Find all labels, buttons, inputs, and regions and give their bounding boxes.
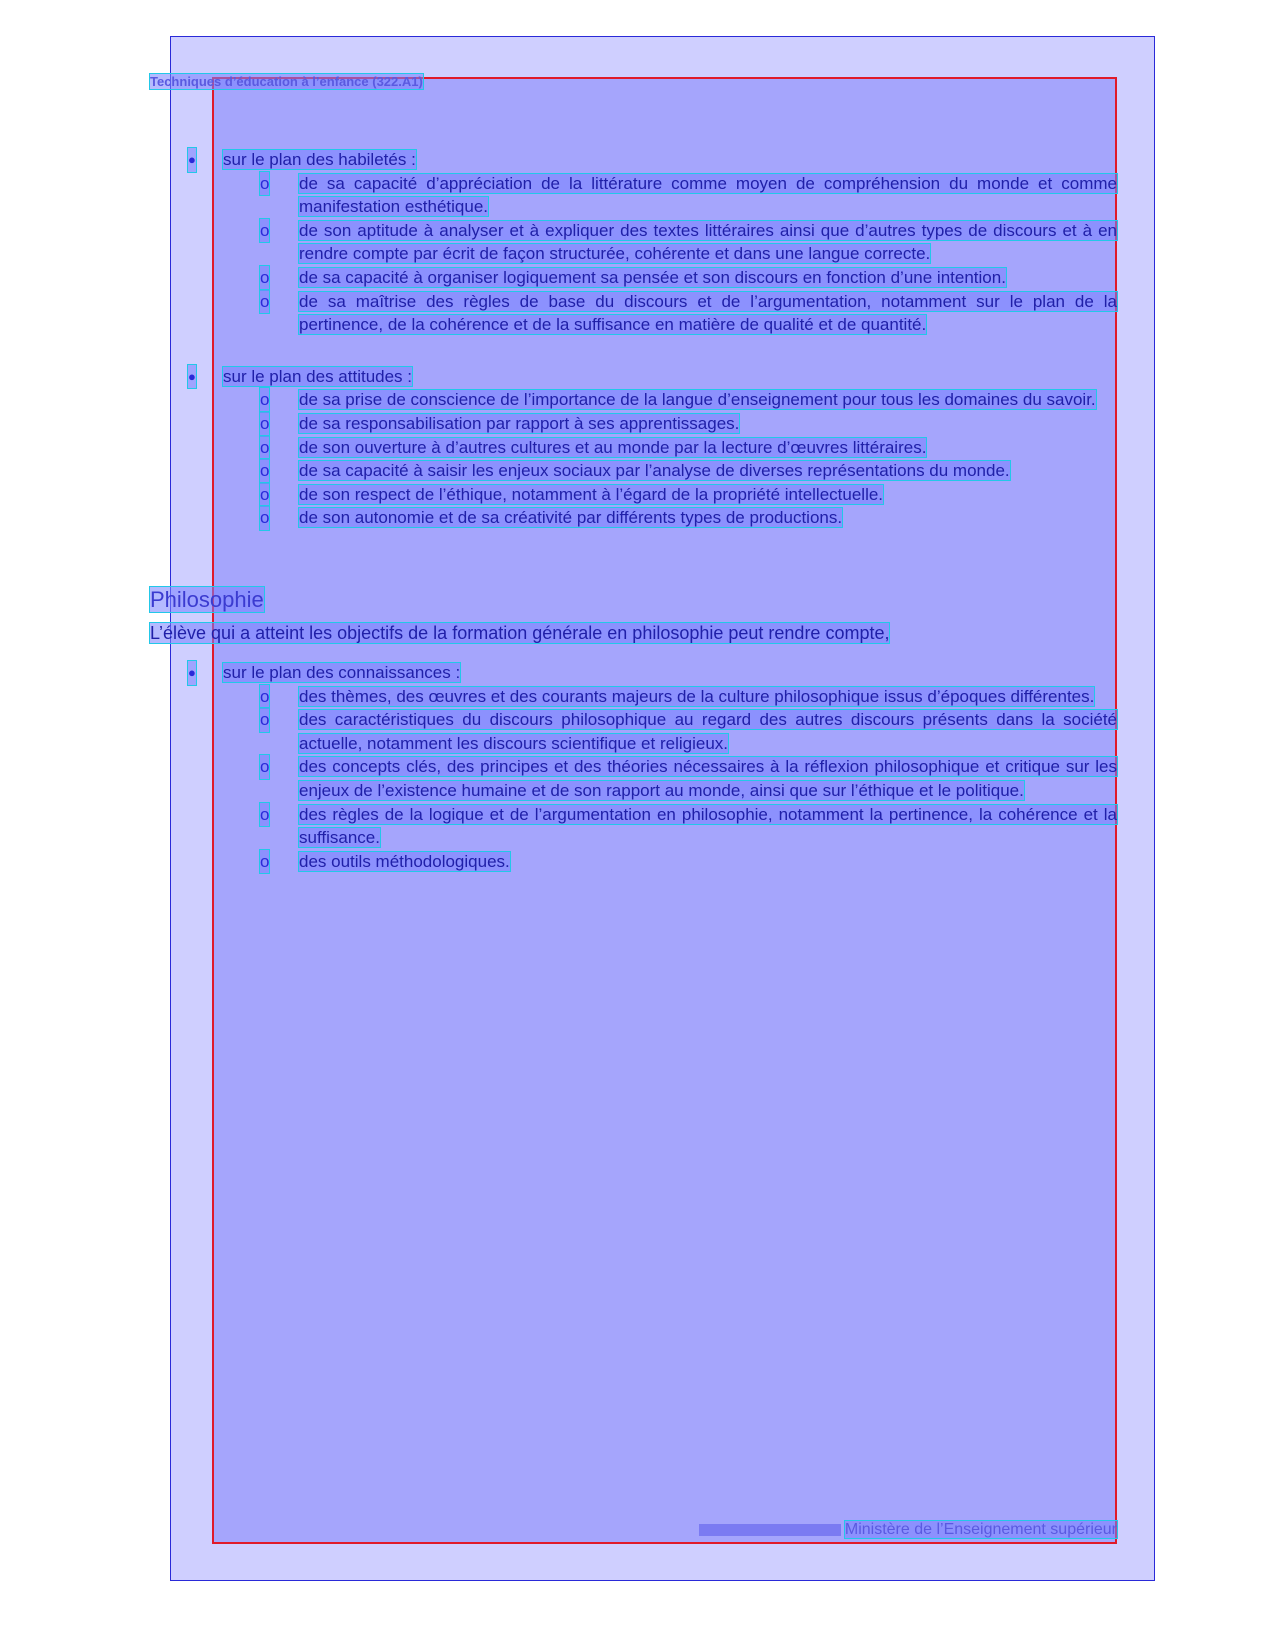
list-item-text: de sa capacité à organiser logiquement sa pensée et son discours en fonction d’une intention.: [299, 267, 1006, 287]
list-item: [150, 172, 1117, 219]
list-item-text: des règles de la logique et de l’argumentation en philosophie, notamment la pertinence, la cohérence et la suffisance.: [299, 804, 1117, 848]
footer-rule: [699, 1524, 841, 1536]
sub-bullet-icon: o: [260, 172, 269, 196]
section-label: sur le plan des habiletés :: [223, 150, 416, 169]
list-item: [150, 266, 1117, 290]
section-label: sur le plan des connaissances :: [223, 663, 461, 683]
bullet-icon: ●: [188, 365, 196, 389]
section-label: sur le plan des attitudes :: [223, 366, 413, 386]
list-item: [150, 412, 1117, 436]
list-item-text: de son autonomie et de sa créativité par différents types de productions.: [299, 508, 843, 528]
list-item-text: de sa capacité d’appréciation de la littérature comme moyen de compréhension du monde et comme manifestation esthétique.: [299, 173, 1117, 217]
sub-bullet-icon: o: [260, 266, 269, 290]
sub-bullet-icon: o: [260, 708, 269, 732]
list-item: [150, 459, 1117, 483]
list-item-text: de sa capacité à saisir les enjeux sociaux par l’analyse de diverses représentations du monde.: [299, 461, 1010, 481]
sub-bullet-icon: o: [260, 388, 269, 412]
habiletes-list: [150, 172, 1117, 337]
sub-bullet-icon: o: [260, 436, 269, 460]
connaissances-list: [150, 685, 1117, 874]
section-attitudes: [150, 365, 1117, 389]
sub-bullet-icon: o: [260, 803, 269, 827]
list-item: [150, 755, 1117, 802]
sub-bullet-icon: o: [260, 685, 269, 709]
sub-bullet-icon: o: [260, 850, 269, 874]
list-item-text: de sa prise de conscience de l’importance de la langue d’enseignement pour tous les domaines du savoir.: [299, 390, 1096, 410]
attitudes-list: [150, 388, 1117, 530]
sub-bullet-icon: o: [260, 755, 269, 779]
intro-text: L’élève qui a atteint les objectifs de la formation générale en philosophie peut rendre compte,: [150, 622, 890, 643]
sub-bullet-icon: o: [260, 483, 269, 507]
list-item-text: de sa responsabilisation par rapport à ses apprentissages.: [299, 413, 740, 433]
sub-bullet-icon: o: [260, 506, 269, 530]
section-heading: [150, 588, 1117, 612]
list-item: [150, 219, 1117, 266]
list-item: [150, 436, 1117, 460]
list-item: [150, 803, 1117, 850]
list-item: [150, 506, 1117, 530]
bullet-icon: ●: [188, 148, 196, 172]
list-item-text: de son respect de l’éthique, notamment à l’égard de la propriété intellectuelle.: [299, 484, 884, 504]
list-item-text: des outils méthodologiques.: [299, 851, 510, 871]
sub-bullet-icon: o: [260, 459, 269, 483]
section-connaissances: [150, 661, 1117, 685]
list-item-text: de son ouverture à d’autres cultures et au monde par la lecture d’œuvres littéraires.: [299, 437, 927, 457]
list-item: [150, 708, 1117, 755]
page-content: [150, 148, 1117, 873]
page-footer: [672, 1521, 1117, 1539]
footer-ministry: Ministère de l’Enseignement supérieur: [844, 1521, 1117, 1538]
list-item-text: des caractéristiques du discours philosophique au regard des autres discours présents dans la société actuelle, notamment les discours scientifique et religieux.: [299, 710, 1117, 753]
intro-paragraph: [150, 622, 1117, 646]
list-item: [150, 388, 1117, 412]
list-item-text: de son aptitude à analyser et à expliquer des textes littéraires ainsi que d’autres types de discours et à en rendre compte par écrit de façon structurée, cohérente et dans une langue correcte.: [299, 220, 1117, 264]
list-item-text: des thèmes, des œuvres et des courants majeurs de la culture philosophique issus d’époques différentes.: [299, 686, 1095, 706]
list-item: [150, 483, 1117, 507]
section-heading-text: Philosophie: [150, 586, 264, 612]
sub-bullet-icon: o: [260, 219, 269, 243]
list-item: [150, 290, 1117, 337]
list-item-text: de sa maîtrise des règles de base du discours et de l’argumentation, notamment sur le plan de la pertinence, de la cohérence et de la suffisance en matière de qualité et de quantité.: [299, 291, 1117, 335]
list-item: [150, 850, 1117, 874]
list-item: [150, 685, 1117, 709]
sub-bullet-icon: o: [260, 412, 269, 436]
sub-bullet-icon: o: [260, 290, 269, 314]
running-header: Techniques d’éducation à l’enfance (322.A1): [150, 74, 423, 89]
section-habiletes: [150, 148, 1117, 172]
bullet-icon: ●: [188, 661, 196, 685]
list-item-text: des concepts clés, des principes et des théories nécessaires à la réflexion philosophique et critique sur les enjeux de l’existence humaine et de son rapport au monde, ainsi que sur l’éthique et le politique.: [299, 757, 1117, 801]
